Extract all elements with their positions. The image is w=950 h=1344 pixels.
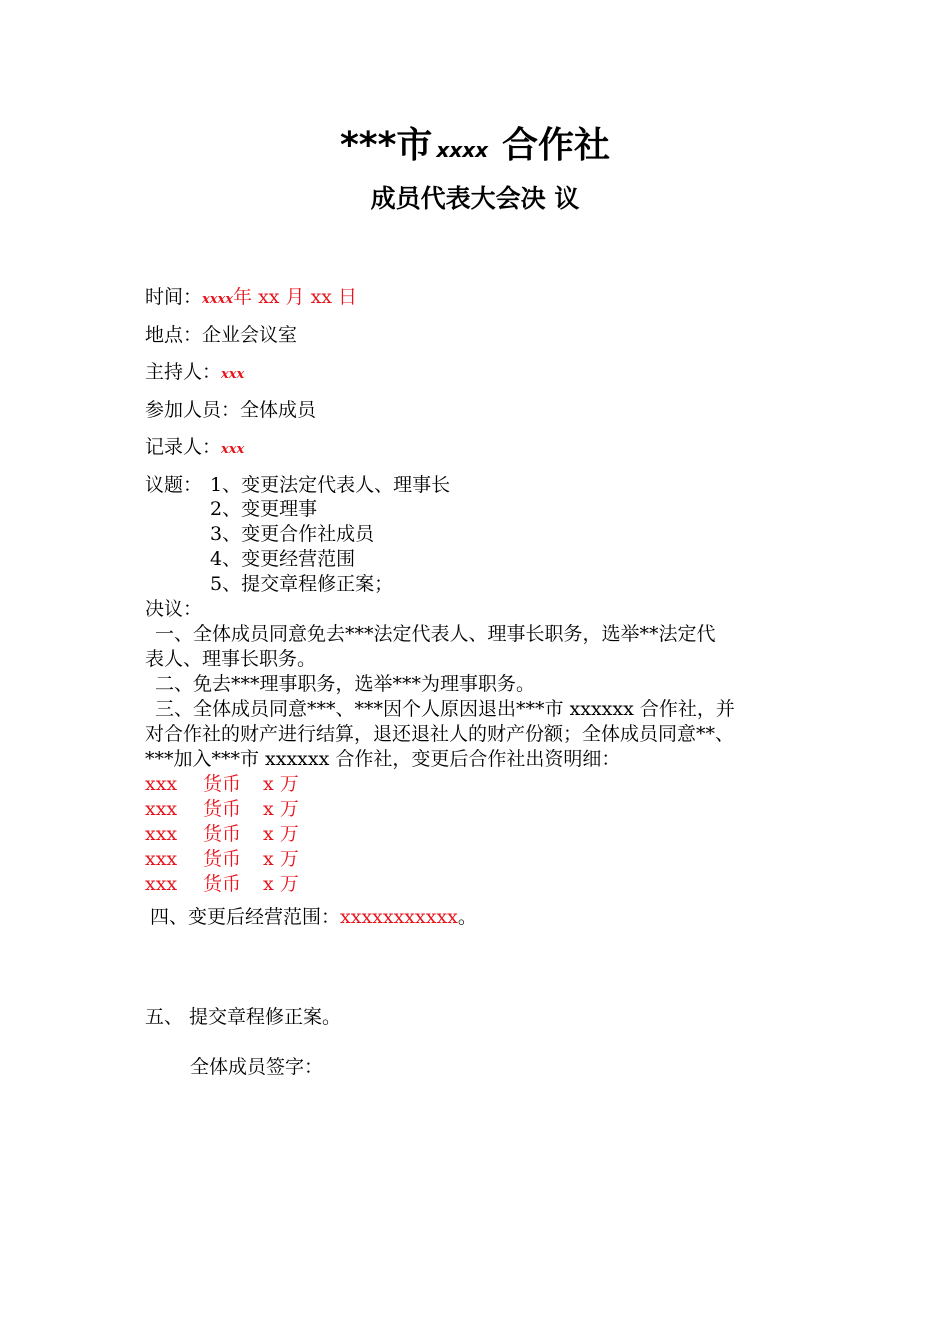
title-prefix: ***市	[339, 125, 433, 166]
agenda-item-3: 3、变更合作社成员	[210, 523, 375, 545]
resolution-5: 五、 提交章程修正案。	[145, 1006, 342, 1028]
document-subtitle: 成员代表大会决 议	[370, 184, 580, 213]
time-label: 时间：	[145, 286, 203, 308]
contribution-row: xxx 货币 x 万	[145, 873, 299, 895]
agenda-item-2: 2、变更理事	[210, 498, 318, 520]
time-year-placeholder: xxxx	[202, 292, 234, 307]
agenda-label: 议题：	[145, 474, 203, 496]
meta-recorder	[145, 435, 244, 462]
title-placeholder: xxxx	[436, 138, 489, 162]
signature-label: 全体成员签字：	[190, 1056, 324, 1078]
recorder-value: xxx	[221, 442, 245, 457]
contribution-row: xxx 货币 x 万	[145, 823, 299, 845]
recorder-label: 记录人：	[145, 436, 222, 458]
contribution-row: xxx 货币 x 万	[145, 848, 299, 870]
meta-attendees: 参加人员：全体成员	[145, 399, 317, 421]
resolution-3-line-3: ***加入***市 xxxxxx 合作社，变更后合作社出资明细：	[145, 748, 621, 770]
resolution-3-line-1: 三、全体成员同意***、***因个人原因退出***市 xxxxxx 合作社，并	[155, 698, 735, 720]
meta-host	[145, 360, 244, 387]
resolution-label: 决议：	[145, 598, 203, 620]
resolution-3-line-2: 对合作社的财产进行结算，退还退社人的财产份额；全体成员同意**、	[145, 723, 735, 745]
agenda-item-5: 5、提交章程修正案；	[210, 573, 394, 595]
document-title	[0, 122, 950, 174]
title-suffix: 合作社	[502, 125, 611, 166]
resolution-4: 四、变更后经营范围：xxxxxxxxxxx。	[150, 906, 477, 928]
time-value: 年 xx 月 xx 日	[233, 286, 358, 308]
meta-time	[145, 285, 357, 312]
business-scope-value: xxxxxxxxxxx	[340, 906, 458, 928]
host-label: 主持人：	[145, 361, 222, 383]
contribution-row: xxx 货币 x 万	[145, 773, 299, 795]
agenda-item-4: 4、变更经营范围	[210, 548, 356, 570]
agenda-item-1: 1、变更法定代表人、理事长	[210, 474, 451, 496]
resolution-1-line-2: 表人、理事长职务。	[145, 648, 317, 670]
host-value: xxx	[221, 367, 245, 382]
meta-place: 地点：企业会议室	[145, 324, 298, 346]
contribution-row: xxx 货币 x 万	[145, 798, 299, 820]
resolution-2: 二、免去***理事职务，选举***为理事职务。	[155, 673, 536, 695]
business-scope-label: 四、变更后经营范围：	[150, 906, 341, 928]
resolution-1-line-1: 一、全体成员同意免去***法定代表人、理事长职务，选举**法定代	[155, 623, 716, 645]
